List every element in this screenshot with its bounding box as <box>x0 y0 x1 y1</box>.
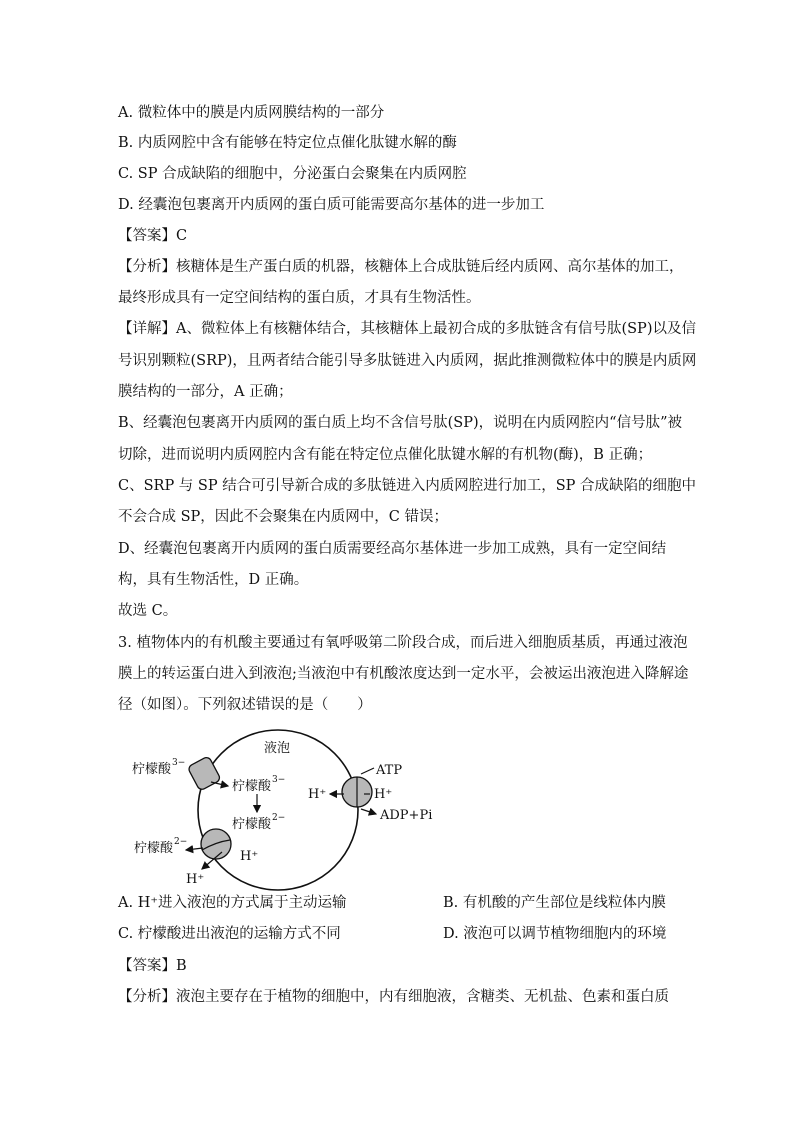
citrate-label: 柠檬酸 <box>232 779 272 794</box>
citrate-label: 柠檬酸 <box>232 817 272 832</box>
detail-line: 膜结构的一部分，A 正确； <box>118 384 293 400</box>
option-a: A. H⁺进入液泡的方式属于主动运输 <box>118 895 347 911</box>
citrate-label: 柠檬酸 <box>134 841 174 856</box>
answer: 【答案】B <box>118 958 187 974</box>
option-c: C. 柠檬酸进出液泡的运输方式不同 <box>118 926 341 942</box>
vacuole-diagram <box>118 724 448 892</box>
analysis-line: 最终形成具有一定空间结构的蛋白质，才具有生物活性。 <box>118 290 481 306</box>
question-stem: 膜上的转运蛋白进入到液泡;当液泡中有机酸浓度达到一定水平，会被运出液泡进入降解途 <box>118 666 689 682</box>
option-d: D. 液泡可以调节植物细胞内的环境 <box>443 926 667 942</box>
analysis-line: 【分析】液泡主要存在于植物的细胞中，内有细胞液，含糖类、无机盐、色素和蛋白质 <box>118 989 669 1005</box>
h-label: H⁺ <box>240 849 259 864</box>
charge-label: 3− <box>172 758 186 768</box>
detail-line: 构，具有生物活性，D 正确。 <box>118 572 309 588</box>
citrate-export-arrow <box>186 848 203 850</box>
vacuole-label: 液泡 <box>264 741 291 756</box>
citrate-label: 柠檬酸 <box>132 762 172 777</box>
conclusion: 故选 C。 <box>118 603 178 619</box>
detail-line: B、经囊泡包裹离开内质网的蛋白质上均不含信号肽(SP)，说明在内质网腔内“信号肽”被 <box>118 415 682 431</box>
atp-line <box>361 768 374 774</box>
atp-label: ATP <box>376 763 403 778</box>
citrate-antiporter <box>201 829 231 859</box>
analysis-line: 【分析】核糖体是生产蛋白质的机器，核糖体上合成肽链后经内质网、高尔基体的加工， <box>118 259 684 275</box>
h-label: H⁺ <box>308 787 327 802</box>
charge-label: 2− <box>174 837 188 847</box>
detail-line: 号识别颗粒(SRP)，且两者结合能引导多肽链进入内质网，据此推测微粒体中的膜是内质网 <box>118 353 697 369</box>
question-stem: 3. 植物体内的有机酸主要通过有氧呼吸第二阶段合成，而后进入细胞质基质，再通过液泡 <box>118 635 688 651</box>
adp-arrow <box>361 809 376 814</box>
charge-label: 2− <box>272 813 286 823</box>
h-label: H⁺ <box>374 787 393 802</box>
proton-pump <box>342 777 372 807</box>
option-b: B. 内质网腔中含有能够在特定位点催化肽键水解的酶 <box>118 135 457 151</box>
option-d: D. 经囊泡包裹离开内质网的蛋白质可能需要高尔基体的进一步加工 <box>118 197 545 213</box>
answer: 【答案】C <box>118 228 188 244</box>
option-a: A. 微粒体中的膜是内质网膜结构的一部分 <box>118 105 385 121</box>
detail-line: 不会合成 SP，因此不会聚集在内质网中，C 错误； <box>118 509 449 525</box>
charge-label: 3− <box>272 775 286 785</box>
citrate-channel <box>187 756 221 791</box>
option-c: C. SP 合成缺陷的细胞中，分泌蛋白会聚集在内质网腔 <box>118 166 467 182</box>
question-stem: 径（如图）。下列叙述错误的是（ ） <box>118 697 372 713</box>
detail-line: 切除，进而说明内质网腔内含有能在特定位点催化肽键水解的有机物(酶)，B 正确； <box>118 447 653 463</box>
h-label: H⁺ <box>186 872 205 887</box>
detail-line: D、经囊泡包裹离开内质网的蛋白质需要经高尔基体进一步加工成熟，具有一定空间结 <box>118 541 667 557</box>
option-b: B. 有机酸的产生部位是线粒体内膜 <box>443 895 666 911</box>
detail-line: C、SRP 与 SP 结合可引导新合成的多肽链进入内质网腔进行加工，SP 合成缺陷的细胞中 <box>118 478 697 494</box>
detail-line: 【详解】A、微粒体上有核糖体结合，其核糖体上最初合成的多肽链含有信号肽(SP)以及信 <box>118 321 696 337</box>
adp-label: ADP+Pi <box>380 808 433 823</box>
